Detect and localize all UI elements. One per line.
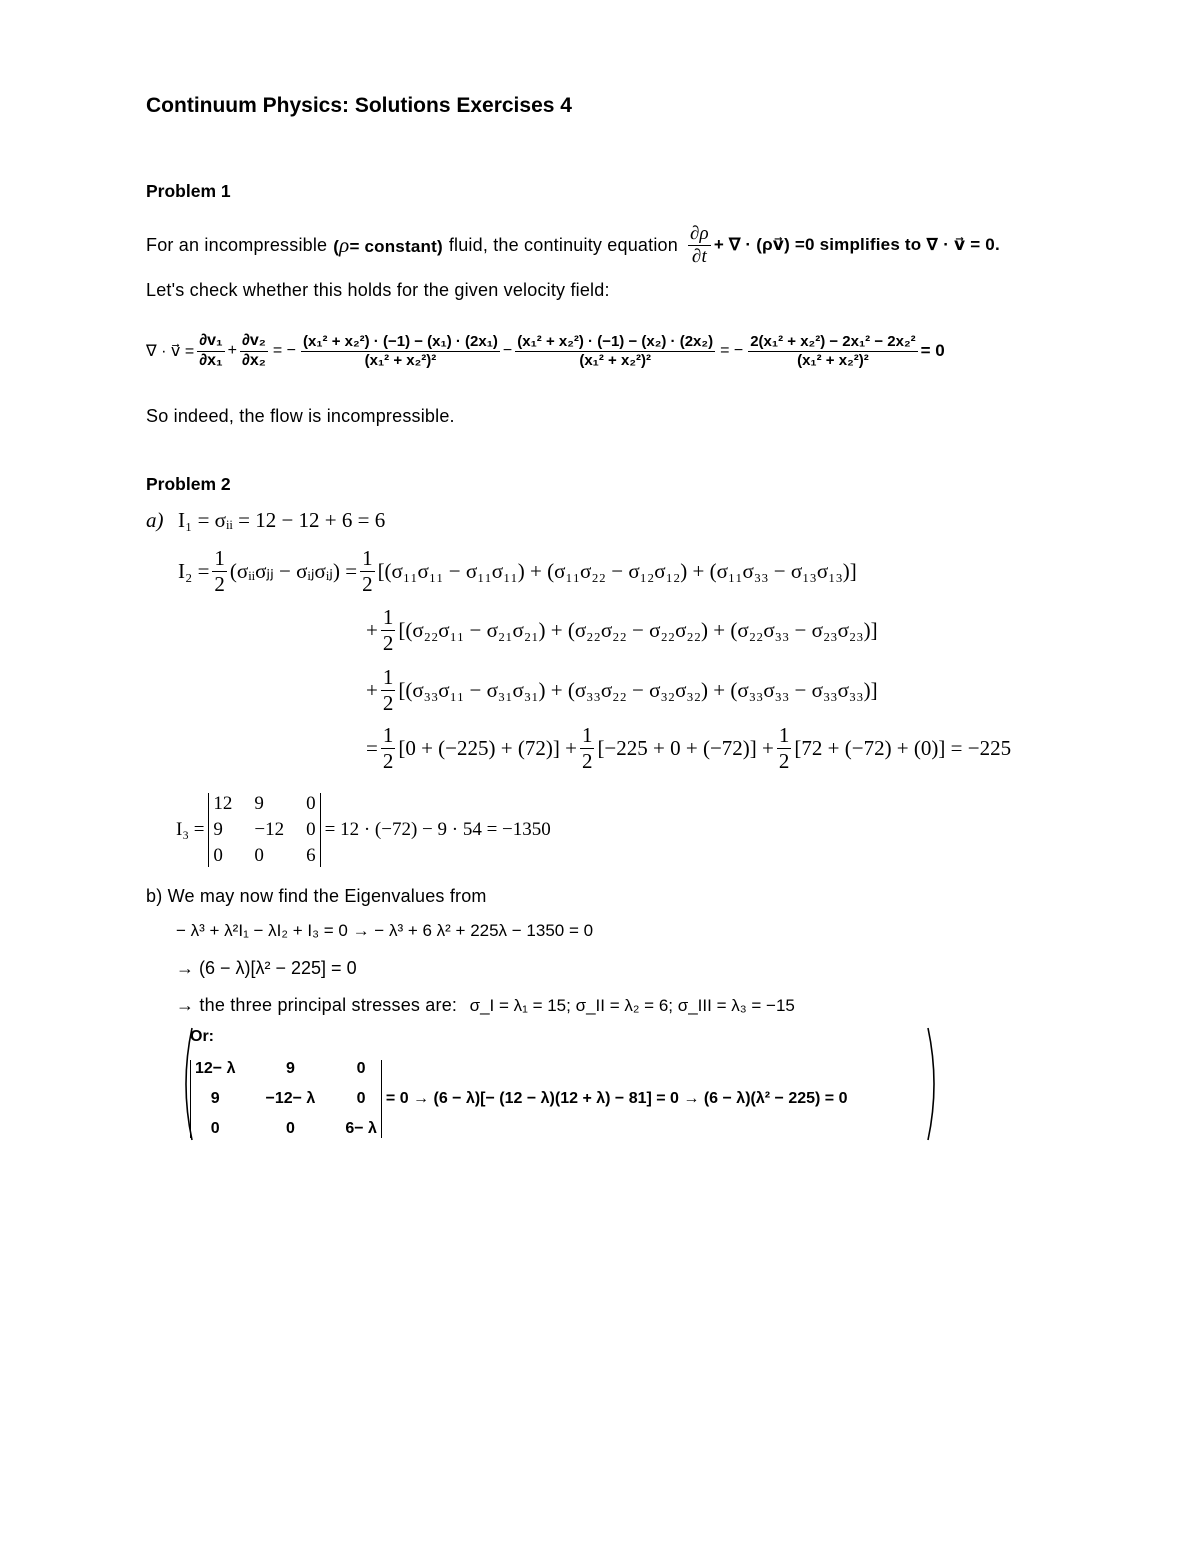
- continuity-line: [146, 222, 1000, 268]
- div-eq-minus: = −: [272, 342, 297, 359]
- right-paren-icon: [924, 1024, 944, 1144]
- I2-row4-part-b: [−225 + 0 + (−72)] +: [597, 735, 774, 760]
- plus-sign: +: [366, 617, 378, 642]
- term3-denominator: (x₁² + x₂²)²: [797, 351, 869, 369]
- det-cell: 0: [210, 1120, 220, 1137]
- or-rhs: = 0 → (6 − λ)[− (12 − λ)(12 + λ) − 81] = 0 → (6 − λ)(λ² − 225) = 0: [385, 1090, 848, 1107]
- det-cell: 0: [213, 845, 223, 866]
- I3-lhs: I₃ =: [176, 819, 205, 840]
- I3-equation: [176, 782, 551, 878]
- div-result: = 0: [920, 341, 945, 360]
- term1-numerator: (x₁² + x₂²) · (−1) − (x₁) · (2x₁): [303, 333, 498, 351]
- div-minus: −: [502, 342, 513, 359]
- check-velocity-text: Let's check whether this holds for the given velocity field:: [146, 280, 610, 300]
- det-cell: 0: [306, 819, 316, 840]
- half-fraction: [580, 723, 595, 772]
- half-num: 1: [581, 723, 593, 748]
- det-cell: 0: [285, 1120, 295, 1137]
- det-cell: −12− λ: [265, 1090, 316, 1107]
- term1-denominator: (x₁² + x₂²)²: [364, 351, 437, 369]
- alternative-method-block: [176, 1024, 944, 1144]
- incompressible-conclusion: So indeed, the flow is incompressible.: [146, 406, 455, 426]
- term2-denominator: (x₁² + x₂²)²: [579, 351, 651, 369]
- plus-sign: +: [366, 677, 378, 702]
- drho-numerator: ∂ρ: [689, 222, 709, 244]
- a-label: a): [146, 508, 164, 532]
- I2-row-1: [178, 543, 857, 599]
- characteristic-equation: − λ³ + λ²I₁ − λI₂ + I₃ = 0 → − λ³ + 6 λ² + 225λ − 1350 = 0: [176, 921, 594, 940]
- continuity-text-1: For an incompressible: [146, 234, 328, 255]
- principal-stresses-line: [176, 995, 795, 1016]
- det-cell: 0: [356, 1090, 366, 1107]
- div-plus: +: [227, 342, 237, 359]
- I2-row1-terms: [(σ₁₁σ₁₁ − σ₁₁σ₁₁) + (σ₁₁σ₂₂ − σ₁₂σ₁₂) + (σ₁₁σ₃₃ − σ₁₃σ₁₃)]: [377, 558, 857, 583]
- I2-row2-terms: [(σ₂₂σ₁₁ − σ₂₁σ₂₁) + (σ₂₂σ₂₂ − σ₂₂σ₂₂) + (σ₂₂σ₃₃ − σ₂₃σ₂₃)]: [398, 617, 878, 642]
- half-fraction: [212, 546, 227, 595]
- det-cell: 0: [356, 1060, 366, 1077]
- half-num: 1: [382, 723, 394, 748]
- half-den: 2: [362, 571, 373, 596]
- or-equation: [190, 1054, 847, 1144]
- dv2-dx2-fraction: [240, 332, 268, 370]
- div-lhs: ∇ · v⃗ =: [146, 343, 195, 360]
- det-cell: 12− λ: [195, 1060, 236, 1077]
- I2-row4-part-a: [0 + (−225) + (72)] +: [398, 735, 577, 760]
- half-den: 2: [778, 748, 790, 773]
- half-num: 1: [382, 605, 394, 630]
- continuity-equation-rest: + ∇ · (ρv⃗) =0 simplifies to ∇ · v⃗ = 0.: [713, 235, 1000, 254]
- div-eq-minus-2: = −: [720, 342, 744, 359]
- det-cell: 9: [210, 1090, 220, 1107]
- constant-text: = constant: [349, 236, 437, 256]
- page-title: Continuum Physics: Solutions Exercises 4: [146, 94, 572, 117]
- det-cell: 9: [213, 819, 223, 840]
- dv2-numerator: ∂v₂: [240, 332, 268, 351]
- half-num: 1: [214, 546, 225, 571]
- I2-row-3: [366, 662, 878, 718]
- divergence-equation: [146, 318, 945, 384]
- dx2-denominator: ∂x₂: [241, 351, 266, 369]
- det-cell: 0: [306, 793, 316, 814]
- det-cell: 6− λ: [345, 1120, 377, 1137]
- drho-dt-fraction: [688, 223, 711, 268]
- continuity-text-2: fluid, the continuity equation: [448, 234, 678, 255]
- term3-fraction: [748, 333, 917, 369]
- I1-equation: I₁ = σᵢᵢ = 12 − 12 + 6 = 6: [178, 508, 386, 532]
- half-fraction: [381, 723, 396, 772]
- or-determinant: [190, 1060, 382, 1138]
- det-cell: −12: [254, 819, 285, 840]
- problem-2-heading: Problem 2: [146, 474, 231, 494]
- half-den: 2: [581, 748, 593, 773]
- term3-numerator: 2(x₁² + x₂²) − 2x₁² − 2x₂²: [750, 333, 916, 351]
- or-label: Or:: [190, 1028, 214, 1045]
- half-fraction: [777, 723, 792, 772]
- dt-denominator: ∂t: [691, 245, 707, 267]
- I2-row4-part-c: [72 + (−72) + (0)] = −225: [794, 735, 1012, 760]
- rho-symbol: ρ: [339, 232, 350, 257]
- half-num: 1: [362, 546, 373, 571]
- det-cell: 6: [306, 845, 316, 866]
- det-cell: 9: [285, 1060, 295, 1077]
- term2-numerator: (x₁² + x₂²) · (−1) − (x₂) · (2x₂): [517, 333, 714, 351]
- half-num: 1: [382, 665, 394, 690]
- term1-fraction: [301, 333, 500, 369]
- det-cell: 12: [213, 793, 233, 814]
- I2-row-4: [366, 720, 1011, 776]
- I2-lhs: I₂ =: [178, 558, 210, 583]
- I3-determinant: [208, 793, 320, 867]
- principal-stresses-values: σ_I = λ₁ = 15; σ_II = λ₂ = 6; σ_III = λ₃ = −15: [469, 996, 795, 1015]
- problem-1-heading: Problem 1: [146, 181, 231, 201]
- half-fraction: [381, 605, 396, 654]
- half-den: 2: [382, 748, 394, 773]
- equals-sign: =: [366, 735, 378, 760]
- half-fraction: [381, 665, 396, 714]
- half-num: 1: [778, 723, 790, 748]
- factored-equation: → (6 − λ)[λ² − 225] = 0: [176, 958, 357, 978]
- I2-row-2: [366, 602, 878, 658]
- half-den: 2: [214, 571, 225, 596]
- I2-definition: (σᵢᵢσⱼⱼ − σᵢⱼσᵢⱼ) =: [229, 558, 358, 583]
- term2-fraction: [515, 333, 715, 369]
- b-intro: b) We may now find the Eigenvalues from: [146, 886, 487, 906]
- det-cell: 0: [254, 845, 264, 866]
- dv1-numerator: ∂v₁: [197, 332, 224, 351]
- I3-rhs: = 12 · (−72) − 9 · 54 = −1350: [324, 819, 551, 840]
- constant-condition: (ρ= constant): [333, 232, 443, 257]
- det-cell: 9: [254, 793, 264, 814]
- dv1-dx1-fraction: [197, 332, 224, 370]
- dx1-denominator: ∂x₁: [199, 351, 223, 369]
- half-fraction: [360, 546, 375, 595]
- principal-stresses-text: → the three principal stresses are:: [176, 995, 458, 1015]
- half-den: 2: [382, 690, 394, 715]
- I2-row3-terms: [(σ₃₃σ₁₁ − σ₃₁σ₃₁) + (σ₃₃σ₂₂ − σ₃₂σ₃₂) + (σ₃₃σ₃₃ − σ₃₃σ₃₃)]: [398, 677, 878, 702]
- half-den: 2: [382, 630, 394, 655]
